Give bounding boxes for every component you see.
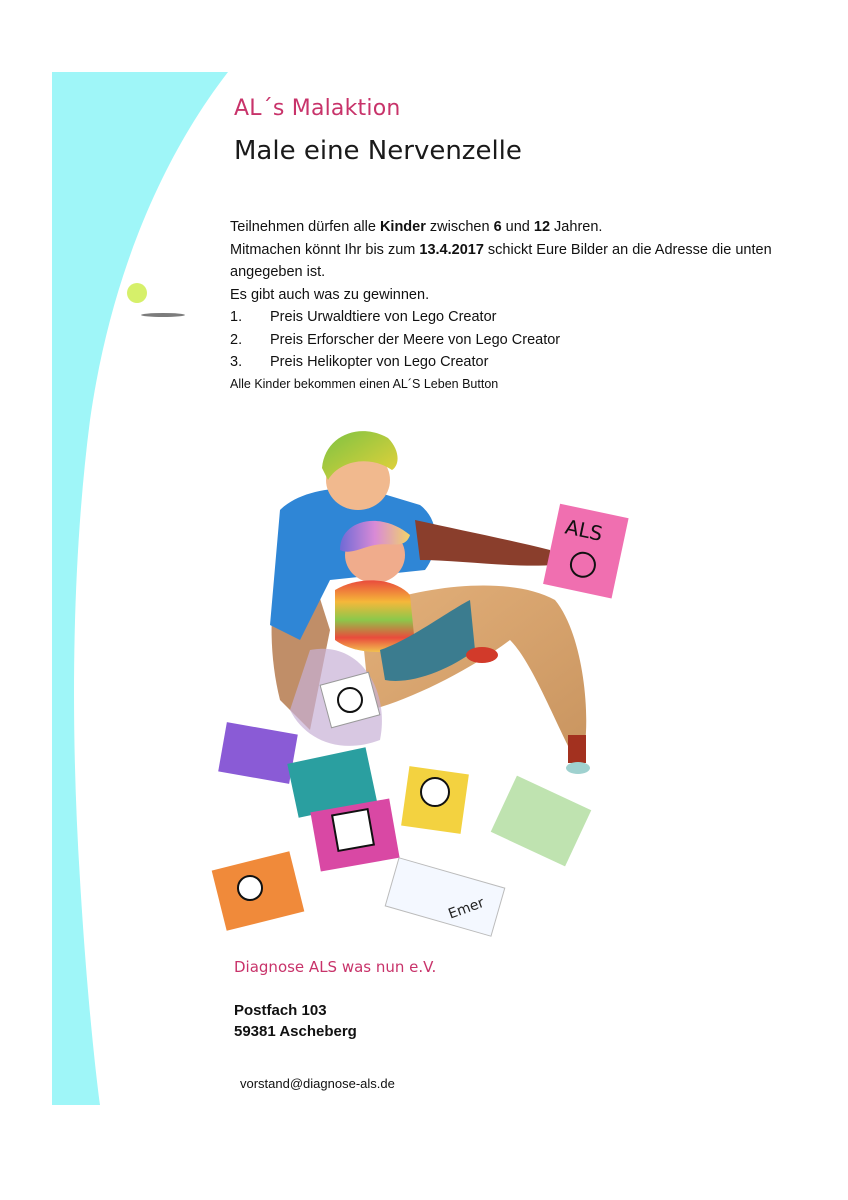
deadline-text: Mitmachen könnt Ihr bis zum — [230, 241, 420, 258]
address-line-2: 59381 Ascheberg — [234, 1023, 357, 1040]
between-text: zwischen — [425, 219, 494, 235]
drawing-label: Emer — [446, 894, 487, 923]
als-sign-text: ALS — [563, 514, 605, 546]
years-text: Jahren. — [550, 219, 603, 235]
campaign-subtitle: AL´s Malaktion — [234, 96, 401, 121]
drawing-card — [491, 776, 592, 867]
list-item — [230, 351, 790, 374]
dot-shadow-decoration — [141, 313, 185, 317]
prize-text: Preis Urwaldtiere von Lego Creator — [270, 309, 497, 325]
prize-number: 1. — [230, 309, 243, 325]
father-sock — [568, 735, 586, 763]
deadline-line — [230, 239, 790, 284]
max-age: 12 — [533, 219, 551, 235]
min-age: 6 — [493, 219, 502, 235]
intro-text — [230, 216, 790, 394]
prize-number: 2. — [230, 331, 243, 348]
drawing-doodle — [421, 778, 449, 806]
kinder-word: Kinder — [379, 219, 426, 235]
drawing-card — [332, 809, 374, 851]
organization-name: Diagnose ALS was nun e.V. — [234, 958, 437, 976]
page-title: Male eine Nervenzelle — [234, 136, 522, 166]
prize-text: Preis Helikopter von Lego Creator — [270, 354, 489, 370]
drawing-card — [218, 722, 298, 784]
eligibility-text: Teilnehmen dürfen alle — [230, 219, 380, 235]
prize-intro: Es gibt auch was zu gewinnen. — [230, 286, 430, 303]
drawing-doodle — [238, 876, 262, 900]
father-arm — [415, 520, 555, 566]
kids-drawings — [212, 672, 592, 936]
list-item — [230, 329, 790, 352]
eligibility-line — [230, 216, 790, 239]
deadline-date: 13.4.2017 — [419, 241, 484, 258]
father-shoe — [566, 762, 590, 774]
deadline-instructions: schickt Eure Bilder an die Adresse die unten angegeben ist. — [230, 241, 772, 280]
green-dot-decoration — [127, 283, 147, 303]
prize-list — [230, 306, 790, 374]
and-text: und — [501, 219, 534, 235]
child-shoe — [466, 647, 498, 663]
address-line-1: Postfach 103 — [234, 1002, 327, 1019]
prize-text: Preis Erforscher der Meere von Lego Creator — [270, 331, 561, 348]
father-child-drawing-illustration — [210, 410, 630, 940]
email-address: vorstand@diagnose-als.de — [240, 1076, 395, 1091]
prize-number: 3. — [230, 354, 243, 370]
cyan-swoosh-shape — [52, 72, 228, 1105]
als-sign — [543, 504, 629, 599]
drawing-card — [385, 858, 505, 936]
list-item — [230, 306, 790, 329]
postal-address — [234, 1000, 357, 1042]
button-note: Alle Kinder bekommen einen AL´S Leben Button — [230, 376, 499, 391]
